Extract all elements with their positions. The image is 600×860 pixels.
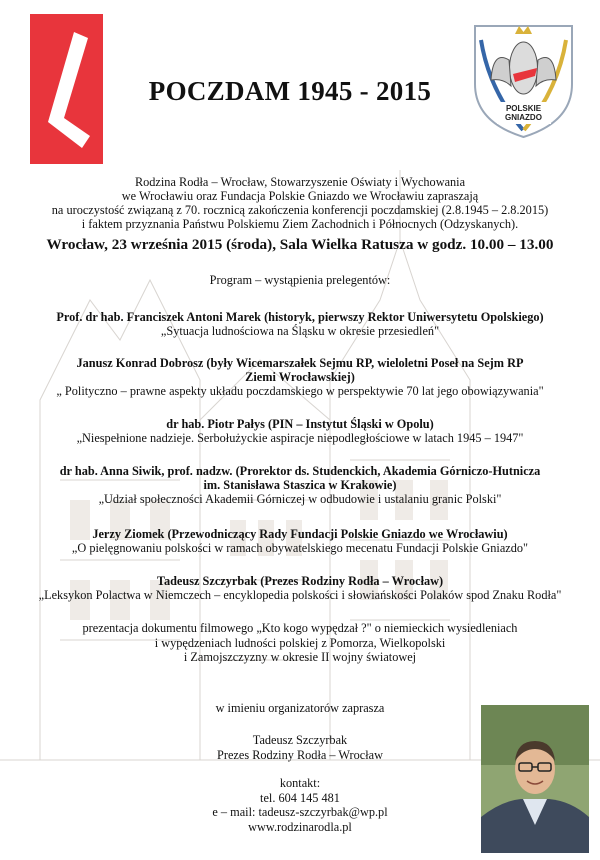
- speaker-talk-title: „Udział społeczności Akademii Górniczej w odbudowie i ustalaniu granic Polski": [98, 492, 502, 506]
- speaker-name: Tadeusz Szczyrbak (Prezes Rodziny Rodła – Wrocław): [156, 574, 444, 588]
- event-details: Wrocław, 23 września 2015 (środa), Sala Wielka Ratusza w godz. 10.00 – 13.00: [46, 236, 554, 253]
- intro-line: we Wrocławiu oraz Fundacja Polskie Gniazdo we Wrocławiu zapraszają: [121, 189, 479, 203]
- speaker-talk-title: „ Polityczno – prawne aspekty układu poczdamskiego w perspektywie 70 lat jego obowiązywania": [56, 384, 544, 398]
- speaker-name: Jerzy Ziomek (Przewodniczący Rady Fundacji Polskie Gniazdo we Wrocławiu): [92, 527, 508, 541]
- speaker-name: Janusz Konrad Dobrosz (były Wicemarszałek Sejmu RP, wieloletni Poseł na Sejm RP: [76, 356, 524, 370]
- speaker-portrait-photo: [481, 705, 589, 853]
- contact-phone: tel. 604 145 481: [260, 790, 340, 805]
- intro-line: i faktem przyznania Państwu Polskiemu Ziem Zachodnich i Północnych (Odzyskanych).: [81, 217, 519, 231]
- speaker-name: dr hab. Anna Siwik, prof. nadzw. (Prorektor ds. Studenckich, Akademia Górniczo-Hutnicza: [59, 464, 541, 478]
- speaker-name-continued: Ziemi Wrocławskiej): [245, 370, 355, 384]
- speaker-talk-title: „Leksykon Polactwa w Niemczech – encyklopedia polskości i słowiańskości Polaków spod Znaku Rodła": [38, 588, 562, 602]
- film-presentation: [0, 621, 600, 665]
- speaker-entry: [0, 310, 600, 338]
- contact-email: e – mail: tadeusz-szczyrbak@wp.pl: [212, 805, 388, 819]
- speaker-entry: [0, 464, 600, 506]
- page-title: POCZDAM 1945 - 2015: [148, 76, 432, 106]
- program-heading: Program – wystąpienia prelegentów:: [209, 273, 391, 287]
- intro-line: Rodzina Rodła – Wrocław, Stowarzyszenie Oświaty i Wychowania: [134, 175, 466, 189]
- speaker-talk-title: „Sytuacja ludnościowa na Śląsku w okresie przesiedleń": [160, 324, 440, 338]
- film-line: i Zamojszczyzny w okresie II wojny światowej: [183, 650, 417, 664]
- signature-name: Tadeusz Szczyrbak: [252, 733, 348, 747]
- invitation-line: w imieniu organizatorów zaprasza: [215, 701, 385, 715]
- logo-text-gniazdo: GNIAZDO: [505, 113, 542, 122]
- speaker-entry: [0, 527, 600, 555]
- speaker-talk-title: „Niespełnione nadzieje. Serbołużyckie aspiracje niepodległościowe w latach 1945 – 1947": [76, 431, 524, 445]
- signature-role: Prezes Rodziny Rodła – Wrocław: [217, 747, 383, 762]
- speaker-entry: [0, 356, 600, 398]
- speaker-name: dr hab. Piotr Pałys (PIN – Instytut Śląski w Opolu): [166, 417, 434, 431]
- logo-text-polskie: POLSKIE: [505, 104, 542, 113]
- speaker-talk-title: „O pielęgnowaniu polskości w ramach obywatelskiego mecenatu Fundacji Polskie Gniazdo": [71, 541, 529, 555]
- speaker-name-continued: im. Stanisława Staszica w Krakowie): [203, 478, 397, 492]
- film-line: i wypędzeniach ludności polskiej z Pomorza, Wielkopolski: [154, 635, 446, 650]
- speaker-entry: [0, 417, 600, 445]
- film-line: prezentacja dokumentu filmowego „Kto kogo wypędzał ?" o niemieckich wysiedleniach: [82, 621, 518, 635]
- intro-paragraph: [0, 175, 600, 231]
- speaker-entry: [0, 574, 600, 602]
- intro-line: na uroczystość związaną z 70. rocznicą zakończenia konferencji poczdamskiej (2.8.1945 – 2.8.2015): [51, 203, 549, 217]
- speaker-name: Prof. dr hab. Franciszek Antoni Marek (historyk, pierwszy Rektor Uniwersytetu Opolskiego): [56, 310, 544, 324]
- contact-website: www.rodzinarodla.pl: [248, 819, 352, 834]
- contact-heading: kontakt:: [279, 776, 321, 790]
